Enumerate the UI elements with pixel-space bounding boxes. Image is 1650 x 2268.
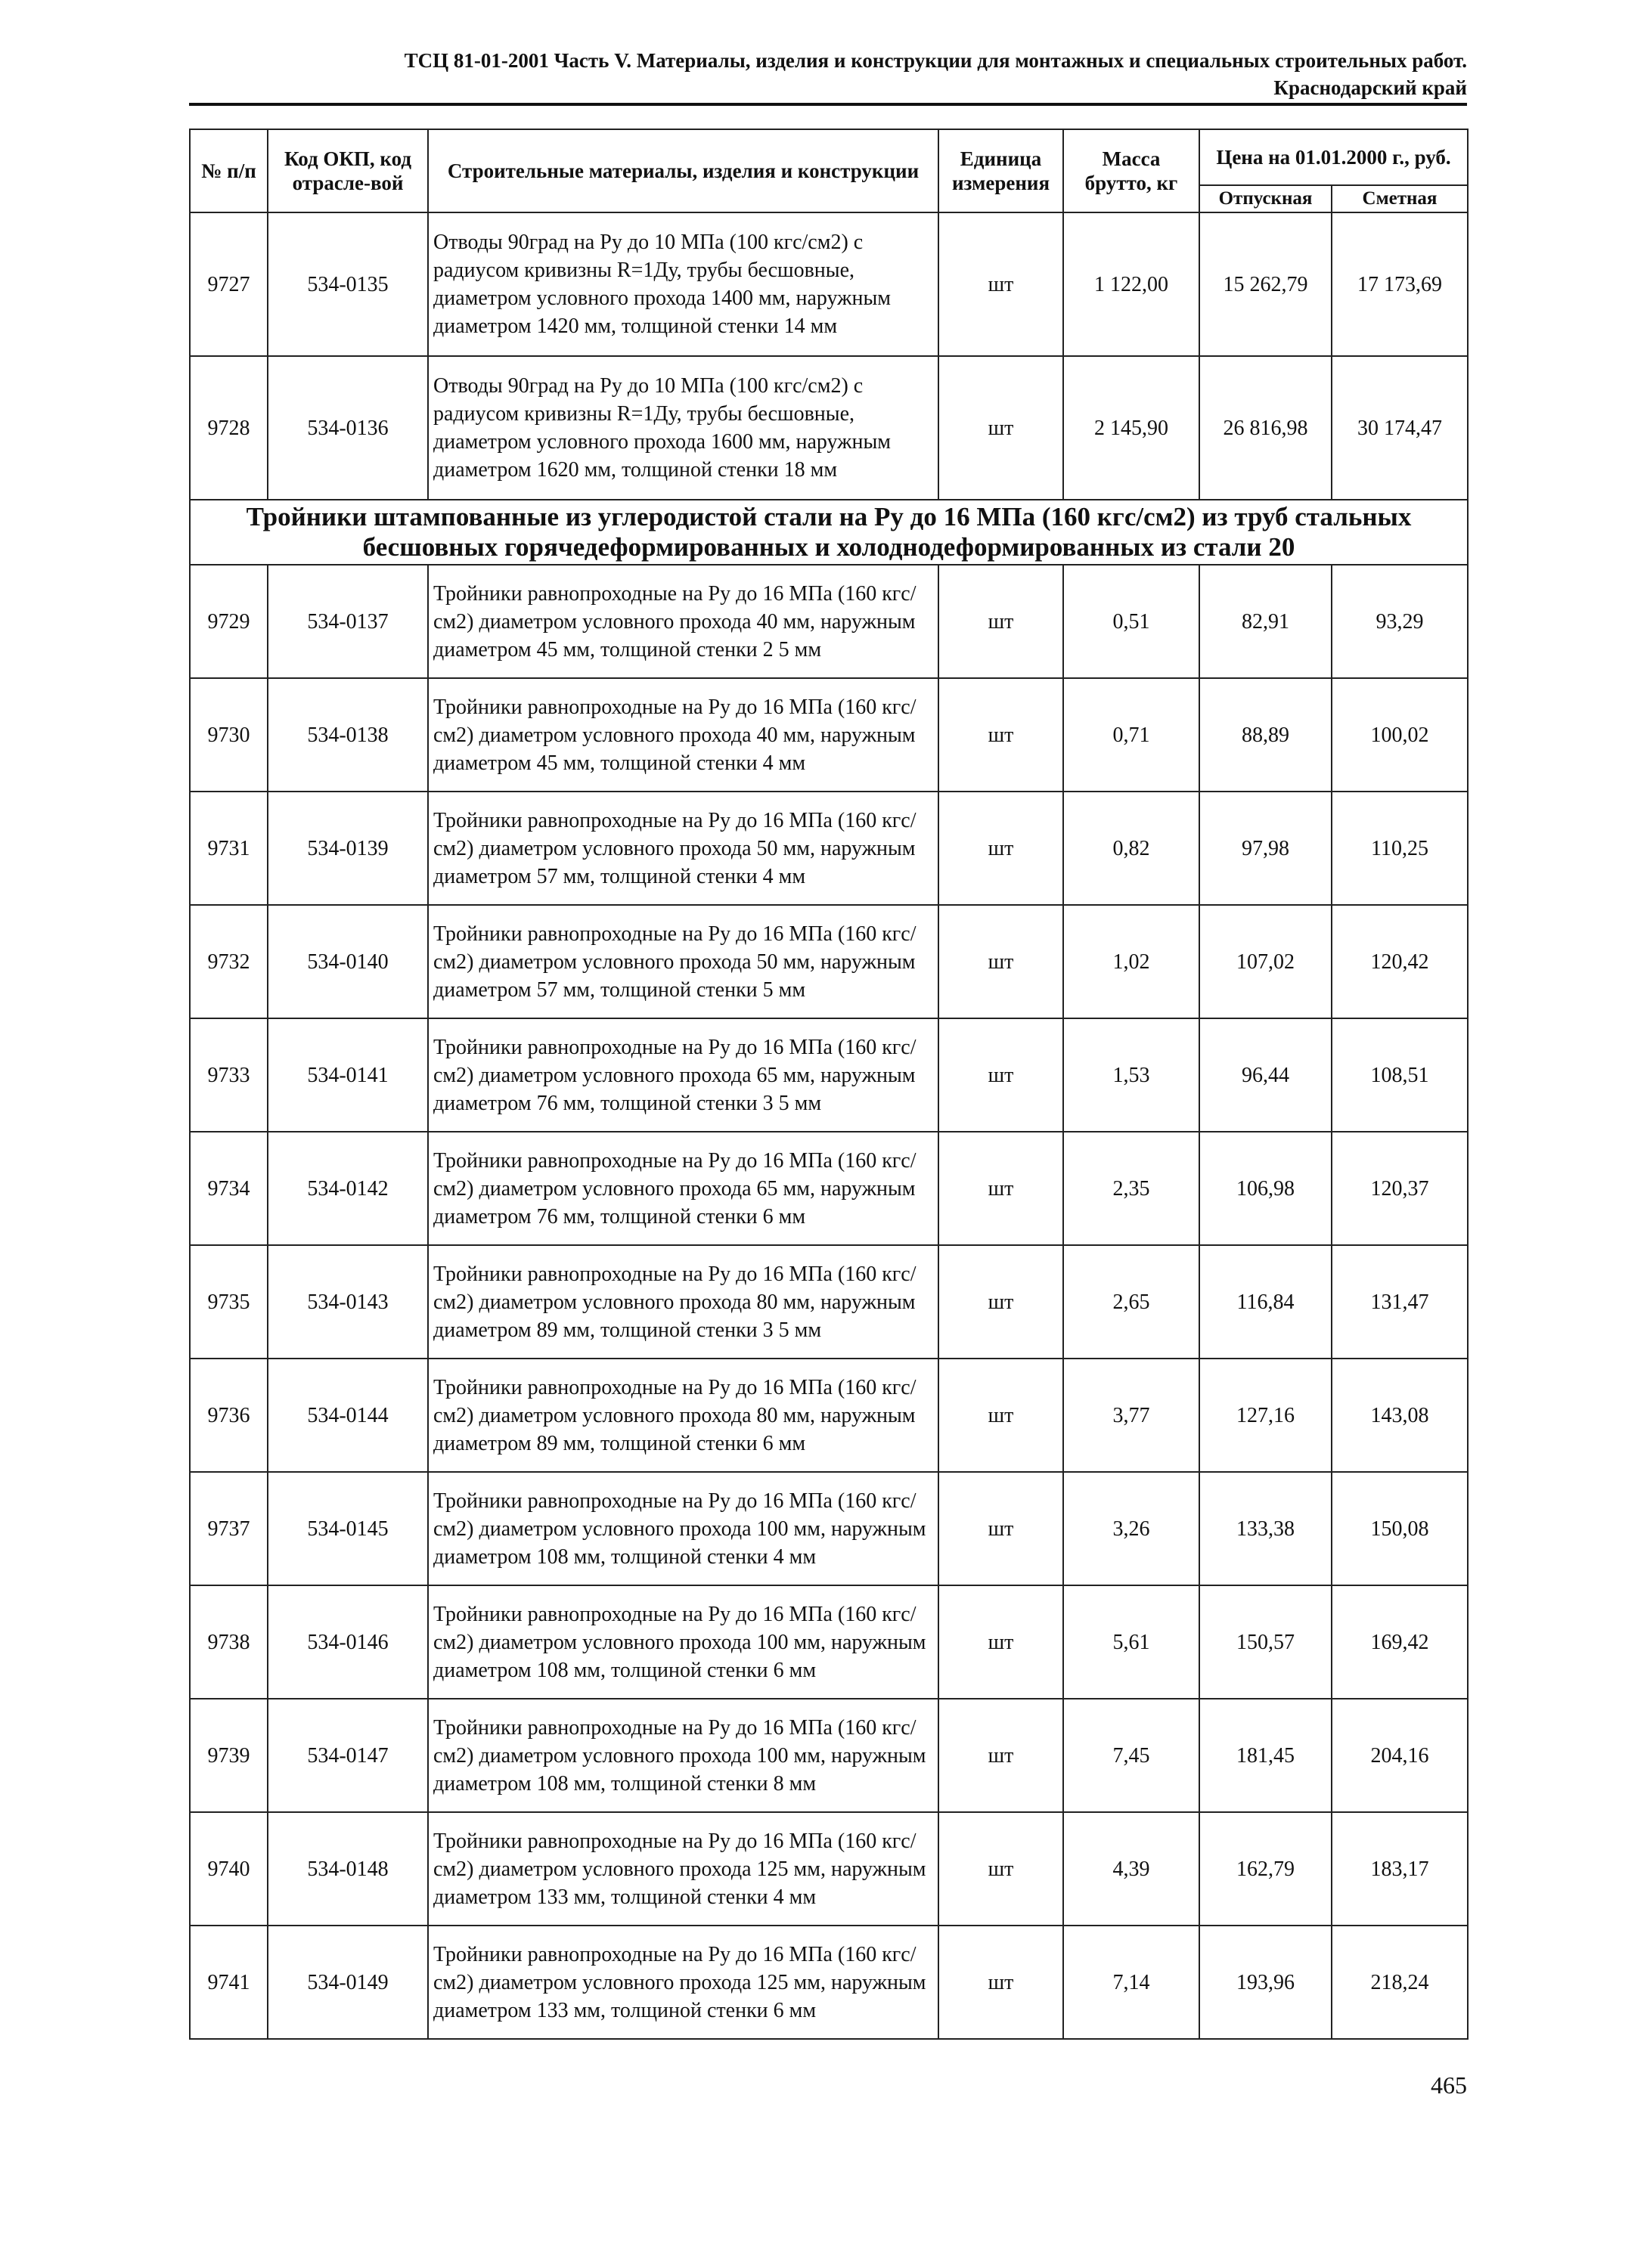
- row-mass: 7,14: [1063, 1926, 1199, 2039]
- row-mass: 1,53: [1063, 1018, 1199, 1132]
- row-unit: шт: [938, 1699, 1063, 1812]
- row-price-estimate: 17 173,69: [1332, 212, 1468, 356]
- row-price-estimate: 100,02: [1332, 678, 1468, 792]
- row-mass: 4,39: [1063, 1812, 1199, 1926]
- row-price-estimate: 30 174,47: [1332, 356, 1468, 500]
- table-row: [190, 212, 1468, 356]
- row-mass: 3,77: [1063, 1359, 1199, 1472]
- row-mass: 3,26: [1063, 1472, 1199, 1585]
- row-mass: 2 145,90: [1063, 356, 1199, 500]
- row-unit: шт: [938, 1245, 1063, 1359]
- row-price-estimate: 143,08: [1332, 1359, 1468, 1472]
- row-unit: шт: [938, 1585, 1063, 1699]
- row-price-estimate: 120,42: [1332, 905, 1468, 1018]
- col-header-num: № п/п: [190, 129, 268, 212]
- row-price-estimate: 110,25: [1332, 792, 1468, 905]
- table-row: [190, 1018, 1468, 1132]
- row-unit: шт: [938, 1472, 1063, 1585]
- materials-table: [189, 129, 1469, 2040]
- row-code: 534-0143: [268, 1245, 428, 1359]
- header-title: ТСЦ 81-01-2001 Часть V. Материалы, изделия и конструкции для монтажных и специальных строительных работ.: [404, 49, 1467, 72]
- row-num: 9740: [190, 1812, 268, 1926]
- row-unit: шт: [938, 1018, 1063, 1132]
- row-mass: 0,51: [1063, 565, 1199, 678]
- page-number: 465: [1431, 2071, 1467, 2099]
- col-header-price-estimate: Сметная: [1332, 185, 1468, 212]
- row-code: 534-0146: [268, 1585, 428, 1699]
- col-header-name: Строительные материалы, изделия и конструкции: [428, 129, 938, 212]
- row-num: 9739: [190, 1699, 268, 1812]
- row-code: 534-0148: [268, 1812, 428, 1926]
- row-num: 9738: [190, 1585, 268, 1699]
- row-price-release: 106,98: [1199, 1132, 1332, 1245]
- row-price-estimate: 108,51: [1332, 1018, 1468, 1132]
- row-unit: шт: [938, 1359, 1063, 1472]
- table-row: [190, 565, 1468, 678]
- table-row: [190, 1812, 1468, 1926]
- table-row: [190, 905, 1468, 1018]
- row-price-estimate: 218,24: [1332, 1926, 1468, 2039]
- row-code: 534-0137: [268, 565, 428, 678]
- row-unit: шт: [938, 1926, 1063, 2039]
- row-price-release: 150,57: [1199, 1585, 1332, 1699]
- row-code: 534-0149: [268, 1926, 428, 2039]
- table-row: [190, 1699, 1468, 1812]
- row-price-estimate: 204,16: [1332, 1699, 1468, 1812]
- row-price-release: 133,38: [1199, 1472, 1332, 1585]
- row-price-estimate: 131,47: [1332, 1245, 1468, 1359]
- row-mass: 0,71: [1063, 678, 1199, 792]
- row-num: 9733: [190, 1018, 268, 1132]
- row-name: Тройники равнопроходные на Ру до 16 МПа (160 кгс/см2) диаметром условного прохода 100 мм, наружным диаметром 108 мм, толщиной стенки 4 мм: [428, 1472, 938, 1585]
- row-code: 534-0145: [268, 1472, 428, 1585]
- row-unit: шт: [938, 1132, 1063, 1245]
- section-title: Тройники штампованные из углеродистой стали на Ру до 16 МПа (160 кгс/см2) из труб стальных бесшовных горячедеформированных и холоднодеформированных из стали 20: [190, 500, 1468, 565]
- row-mass: 0,82: [1063, 792, 1199, 905]
- row-code: 534-0141: [268, 1018, 428, 1132]
- row-price-release: 127,16: [1199, 1359, 1332, 1472]
- row-name: Тройники равнопроходные на Ру до 16 МПа (160 кгс/см2) диаметром условного прохода 40 мм, наружным диаметром 45 мм, толщиной стенки 4 мм: [428, 678, 938, 792]
- table-row: [190, 792, 1468, 905]
- row-num: 9737: [190, 1472, 268, 1585]
- row-num: 9731: [190, 792, 268, 905]
- table-row: [190, 678, 1468, 792]
- row-code: 534-0140: [268, 905, 428, 1018]
- row-price-estimate: 93,29: [1332, 565, 1468, 678]
- row-name: Тройники равнопроходные на Ру до 16 МПа (160 кгс/см2) диаметром условного прохода 100 мм, наружным диаметром 108 мм, толщиной стенки 8 мм: [428, 1699, 938, 1812]
- row-mass: 7,45: [1063, 1699, 1199, 1812]
- header-rule: [189, 103, 1467, 106]
- section-row: [190, 500, 1468, 565]
- row-name: Тройники равнопроходные на Ру до 16 МПа (160 кгс/см2) диаметром условного прохода 125 мм, наружным диаметром 133 мм, толщиной стенки 6 мм: [428, 1926, 938, 2039]
- row-mass: 5,61: [1063, 1585, 1199, 1699]
- row-code: 534-0144: [268, 1359, 428, 1472]
- row-unit: шт: [938, 792, 1063, 905]
- header-region: Краснодарский край: [1273, 76, 1467, 99]
- table-row: [190, 1245, 1468, 1359]
- row-code: 534-0136: [268, 356, 428, 500]
- row-unit: шт: [938, 905, 1063, 1018]
- row-price-estimate: 169,42: [1332, 1585, 1468, 1699]
- row-price-estimate: 183,17: [1332, 1812, 1468, 1926]
- row-price-release: 97,98: [1199, 792, 1332, 905]
- col-header-unit: Единица измерения: [938, 129, 1063, 212]
- row-price-release: 116,84: [1199, 1245, 1332, 1359]
- row-unit: шт: [938, 212, 1063, 356]
- row-price-release: 107,02: [1199, 905, 1332, 1018]
- table-row: [190, 356, 1468, 500]
- row-price-release: 26 816,98: [1199, 356, 1332, 500]
- row-code: 534-0138: [268, 678, 428, 792]
- row-num: 9729: [190, 565, 268, 678]
- row-code: 534-0135: [268, 212, 428, 356]
- row-name: Тройники равнопроходные на Ру до 16 МПа (160 кгс/см2) диаметром условного прохода 80 мм, наружным диаметром 89 мм, толщиной стенки 3 5 мм: [428, 1245, 938, 1359]
- row-num: 9735: [190, 1245, 268, 1359]
- row-mass: 2,35: [1063, 1132, 1199, 1245]
- row-unit: шт: [938, 356, 1063, 500]
- table-row: [190, 1585, 1468, 1699]
- row-price-release: 162,79: [1199, 1812, 1332, 1926]
- row-mass: 2,65: [1063, 1245, 1199, 1359]
- row-name: Тройники равнопроходные на Ру до 16 МПа (160 кгс/см2) диаметром условного прохода 40 мм, наружным диаметром 45 мм, толщиной стенки 2 5 мм: [428, 565, 938, 678]
- row-name: Отводы 90град на Ру до 10 МПа (100 кгс/см2) с радиусом кривизны R=1Ду, трубы бесшовные, диаметром условного прохода 1400 мм, наружным диаметром 1420 мм, толщиной стенки 14 мм: [428, 212, 938, 356]
- row-mass: 1,02: [1063, 905, 1199, 1018]
- row-price-release: 82,91: [1199, 565, 1332, 678]
- table-row: [190, 1359, 1468, 1472]
- row-num: 9736: [190, 1359, 268, 1472]
- row-num: 9734: [190, 1132, 268, 1245]
- row-code: 534-0142: [268, 1132, 428, 1245]
- row-price-release: 193,96: [1199, 1926, 1332, 2039]
- row-unit: шт: [938, 1812, 1063, 1926]
- row-name: Тройники равнопроходные на Ру до 16 МПа (160 кгс/см2) диаметром условного прохода 50 мм, наружным диаметром 57 мм, толщиной стенки 4 мм: [428, 792, 938, 905]
- row-code: 534-0147: [268, 1699, 428, 1812]
- table-row: [190, 1926, 1468, 2039]
- row-name: Тройники равнопроходные на Ру до 16 МПа (160 кгс/см2) диаметром условного прохода 100 мм, наружным диаметром 108 мм, толщиной стенки 6 мм: [428, 1585, 938, 1699]
- row-num: 9732: [190, 905, 268, 1018]
- page-header: [189, 47, 1467, 101]
- row-num: 9741: [190, 1926, 268, 2039]
- header-row: [190, 129, 1468, 185]
- row-code: 534-0139: [268, 792, 428, 905]
- table-row: [190, 1472, 1468, 1585]
- col-header-price-group: Цена на 01.01.2000 г., руб.: [1199, 129, 1468, 185]
- table-row: [190, 1132, 1468, 1245]
- row-num: 9727: [190, 212, 268, 356]
- row-unit: шт: [938, 565, 1063, 678]
- row-price-release: 88,89: [1199, 678, 1332, 792]
- row-name: Тройники равнопроходные на Ру до 16 МПа (160 кгс/см2) диаметром условного прохода 80 мм, наружным диаметром 89 мм, толщиной стенки 6 мм: [428, 1359, 938, 1472]
- row-price-release: 96,44: [1199, 1018, 1332, 1132]
- col-header-mass: Масса брутто, кг: [1063, 129, 1199, 212]
- row-name: Тройники равнопроходные на Ру до 16 МПа (160 кгс/см2) диаметром условного прохода 65 мм, наружным диаметром 76 мм, толщиной стенки 6 мм: [428, 1132, 938, 1245]
- row-name: Отводы 90град на Ру до 10 МПа (100 кгс/см2) с радиусом кривизны R=1Ду, трубы бесшовные, диаметром условного прохода 1600 мм, наружным диаметром 1620 мм, толщиной стенки 18 мм: [428, 356, 938, 500]
- row-num: 9728: [190, 356, 268, 500]
- col-header-code: Код ОКП, код отрасле-вой: [268, 129, 428, 212]
- col-header-price-release: Отпускная: [1199, 185, 1332, 212]
- row-num: 9730: [190, 678, 268, 792]
- row-price-release: 15 262,79: [1199, 212, 1332, 356]
- row-name: Тройники равнопроходные на Ру до 16 МПа (160 кгс/см2) диаметром условного прохода 125 мм, наружным диаметром 133 мм, толщиной стенки 4 мм: [428, 1812, 938, 1926]
- row-price-estimate: 120,37: [1332, 1132, 1468, 1245]
- row-name: Тройники равнопроходные на Ру до 16 МПа (160 кгс/см2) диаметром условного прохода 65 мм, наружным диаметром 76 мм, толщиной стенки 3 5 мм: [428, 1018, 938, 1132]
- row-name: Тройники равнопроходные на Ру до 16 МПа (160 кгс/см2) диаметром условного прохода 50 мм, наружным диаметром 57 мм, толщиной стенки 5 мм: [428, 905, 938, 1018]
- row-price-release: 181,45: [1199, 1699, 1332, 1812]
- row-price-estimate: 150,08: [1332, 1472, 1468, 1585]
- row-unit: шт: [938, 678, 1063, 792]
- row-mass: 1 122,00: [1063, 212, 1199, 356]
